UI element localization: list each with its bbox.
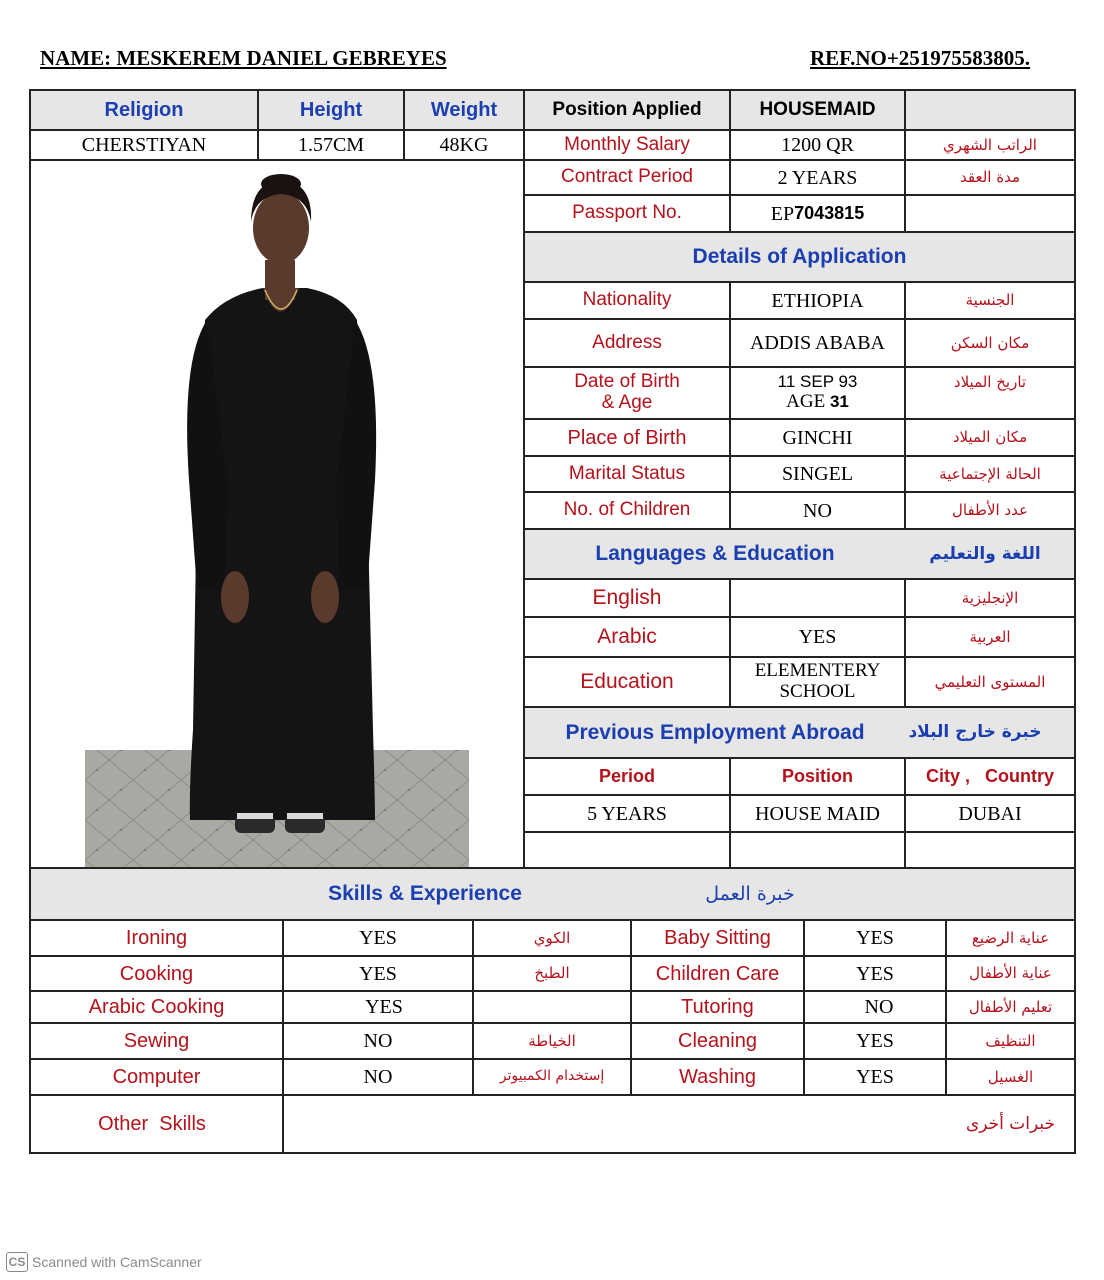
education-value-line2: SCHOOL bbox=[779, 681, 856, 702]
camscanner-logo: CS bbox=[6, 1252, 28, 1272]
marital-status-arabic: الحالة الإجتماعية bbox=[939, 464, 1041, 483]
skill-arabic-cooking-arabic bbox=[474, 992, 630, 1022]
age-number: 31 bbox=[829, 391, 849, 411]
skill-sewing-value: NO bbox=[363, 1030, 393, 1052]
weight-value: 48KG bbox=[439, 134, 489, 156]
candidate-name: NAME: MESKEREM DANIEL GEBREYES bbox=[40, 46, 447, 70]
skill-tutoring-arabic: تعليم الأطفال bbox=[968, 997, 1053, 1016]
marital-status-value: SINGEL bbox=[781, 463, 854, 485]
age-prefix: AGE bbox=[786, 390, 830, 412]
skill-cooking-arabic: الطبخ bbox=[534, 964, 570, 983]
marital-status-label: Marital Status bbox=[568, 462, 686, 484]
skill-cleaning-label: Cleaning bbox=[678, 1030, 757, 1052]
nationality-arabic: الجنسية bbox=[965, 291, 1015, 310]
weight-label: Weight bbox=[430, 99, 498, 121]
skill-computer-label: Computer bbox=[112, 1066, 201, 1088]
passport-label: Passport No. bbox=[572, 202, 682, 224]
skill-ironing-label: Ironing bbox=[125, 927, 188, 949]
details-title: Details of Application bbox=[692, 245, 907, 269]
skill-computer-arabic: إستخدام الكمبيوتر bbox=[499, 1068, 605, 1085]
skill-tutoring-label: Tutoring bbox=[681, 996, 754, 1018]
height-label: Height bbox=[299, 99, 363, 121]
children-label: No. of Children bbox=[563, 499, 691, 521]
position-applied-label: Position Applied bbox=[552, 98, 702, 120]
skill-washing-label: Washing bbox=[678, 1066, 757, 1088]
candidate-photo-drawing bbox=[85, 160, 469, 867]
address-arabic: مكان السكن bbox=[950, 333, 1030, 352]
other-skills-label: Other Skills bbox=[98, 1113, 206, 1135]
skill-children-care-label: Children Care bbox=[655, 962, 780, 985]
skill-cooking-label: Cooking bbox=[119, 962, 194, 985]
skills-title-arabic: خبرة العمل bbox=[705, 882, 795, 905]
skill-baby-sitting-label: Baby Sitting bbox=[664, 927, 771, 949]
arabic-label: Arabic bbox=[597, 625, 657, 649]
address-label: Address bbox=[592, 331, 662, 353]
dob-label bbox=[525, 368, 729, 418]
skill-ironing-arabic: الكوي bbox=[533, 928, 571, 947]
monthly-salary-value: 1200 QR bbox=[781, 134, 854, 156]
skill-sewing-arabic: الخياطة bbox=[528, 1031, 576, 1050]
education-value bbox=[731, 658, 904, 706]
skill-children-care-arabic: عناية الأطفال bbox=[969, 964, 1052, 983]
city-country-header: City , Country bbox=[925, 765, 1054, 786]
other-skills-arabic: خبرات أخرى bbox=[965, 1113, 1056, 1134]
contract-period-label: Contract Period bbox=[560, 166, 693, 188]
dob-label-line2: & Age bbox=[601, 392, 653, 413]
languages-title: Languages & Education bbox=[595, 542, 835, 566]
monthly-salary-arabic: الراتب الشهري bbox=[943, 135, 1037, 154]
employment-period: 5 YEARS bbox=[587, 802, 667, 825]
skill-washing-arabic: الغسيل bbox=[987, 1067, 1034, 1086]
camscanner-footer bbox=[6, 1252, 202, 1272]
education-label: Education bbox=[580, 670, 674, 694]
dob-arabic: تاريخ الميلاد bbox=[953, 372, 1027, 391]
nationality-label: Nationality bbox=[582, 289, 672, 311]
position-header: Position bbox=[782, 765, 853, 786]
passport-number: 7043815 bbox=[794, 202, 865, 223]
skill-cleaning-arabic: التنظيف bbox=[985, 1031, 1036, 1050]
english-arabic: الإنجليزية bbox=[961, 588, 1019, 607]
dob-value bbox=[731, 368, 904, 418]
nationality-value: ETHIOPIA bbox=[771, 289, 864, 312]
religion-label: Religion bbox=[104, 99, 184, 121]
passport-value bbox=[731, 196, 904, 231]
dob-value-line1: 11 SEP 93 bbox=[777, 372, 858, 392]
contract-period-arabic: مدة العقد bbox=[960, 168, 1020, 187]
monthly-salary-label: Monthly Salary bbox=[564, 133, 690, 155]
religion-value: CHERSTIYAN bbox=[81, 134, 207, 156]
skill-arabic-cooking-label: Arabic Cooking bbox=[88, 996, 225, 1018]
languages-title-arabic: اللغة والتعليم bbox=[929, 543, 1041, 564]
children-arabic: عدد الأطفال bbox=[952, 501, 1028, 520]
reference-number: REF.NO+251975583805. bbox=[810, 46, 1031, 70]
skill-washing-value: YES bbox=[856, 1066, 894, 1088]
english-value bbox=[731, 580, 904, 616]
place-of-birth-label: Place of Birth bbox=[567, 426, 687, 449]
camscanner-text: Scanned with CamScanner bbox=[32, 1254, 202, 1270]
skills-title: Skills & Experience bbox=[328, 882, 522, 906]
employment-position: HOUSE MAID bbox=[755, 802, 880, 825]
skill-cleaning-value: YES bbox=[856, 1030, 894, 1052]
skill-sewing-label: Sewing bbox=[123, 1030, 190, 1052]
arabic-value: YES bbox=[798, 626, 837, 648]
period-header: Period bbox=[598, 765, 655, 786]
place-of-birth-value: GINCHI bbox=[782, 426, 853, 449]
skill-ironing-value: YES bbox=[359, 927, 397, 949]
candidate-photo bbox=[85, 160, 469, 867]
skill-tutoring-value: NO bbox=[864, 996, 894, 1018]
skill-cooking-value: YES bbox=[359, 962, 397, 985]
employment-title: Previous Employment Abroad bbox=[565, 720, 865, 744]
skill-children-care-value: YES bbox=[856, 962, 894, 985]
employment-country: DUBAI bbox=[958, 802, 1022, 825]
english-label: English bbox=[592, 586, 662, 610]
education-arabic: المستوى التعليمي bbox=[934, 672, 1046, 691]
arabic-arabic: العربية bbox=[969, 627, 1011, 646]
position-applied-value: HOUSEMAID bbox=[759, 98, 876, 120]
dob-label-line1: Date of Birth bbox=[574, 371, 680, 393]
place-of-birth-arabic: مكان الميلاد bbox=[952, 428, 1028, 447]
skill-baby-sitting-value: YES bbox=[856, 927, 894, 949]
skill-computer-value: NO bbox=[363, 1066, 393, 1088]
passport-prefix: EP bbox=[770, 202, 795, 225]
address-value: ADDIS ABABA bbox=[749, 332, 886, 354]
education-value-line1: ELEMENTERY bbox=[754, 660, 881, 682]
employment-title-arabic: خبرة خارج البلاد bbox=[908, 722, 1042, 743]
skill-arabic-cooking-value: YES bbox=[365, 996, 403, 1018]
skill-baby-sitting-arabic: عناية الرضيع bbox=[971, 928, 1050, 947]
children-value: NO bbox=[803, 499, 832, 522]
contract-period-value: 2 YEARS bbox=[777, 166, 858, 189]
height-value: 1.57CM bbox=[297, 134, 365, 156]
